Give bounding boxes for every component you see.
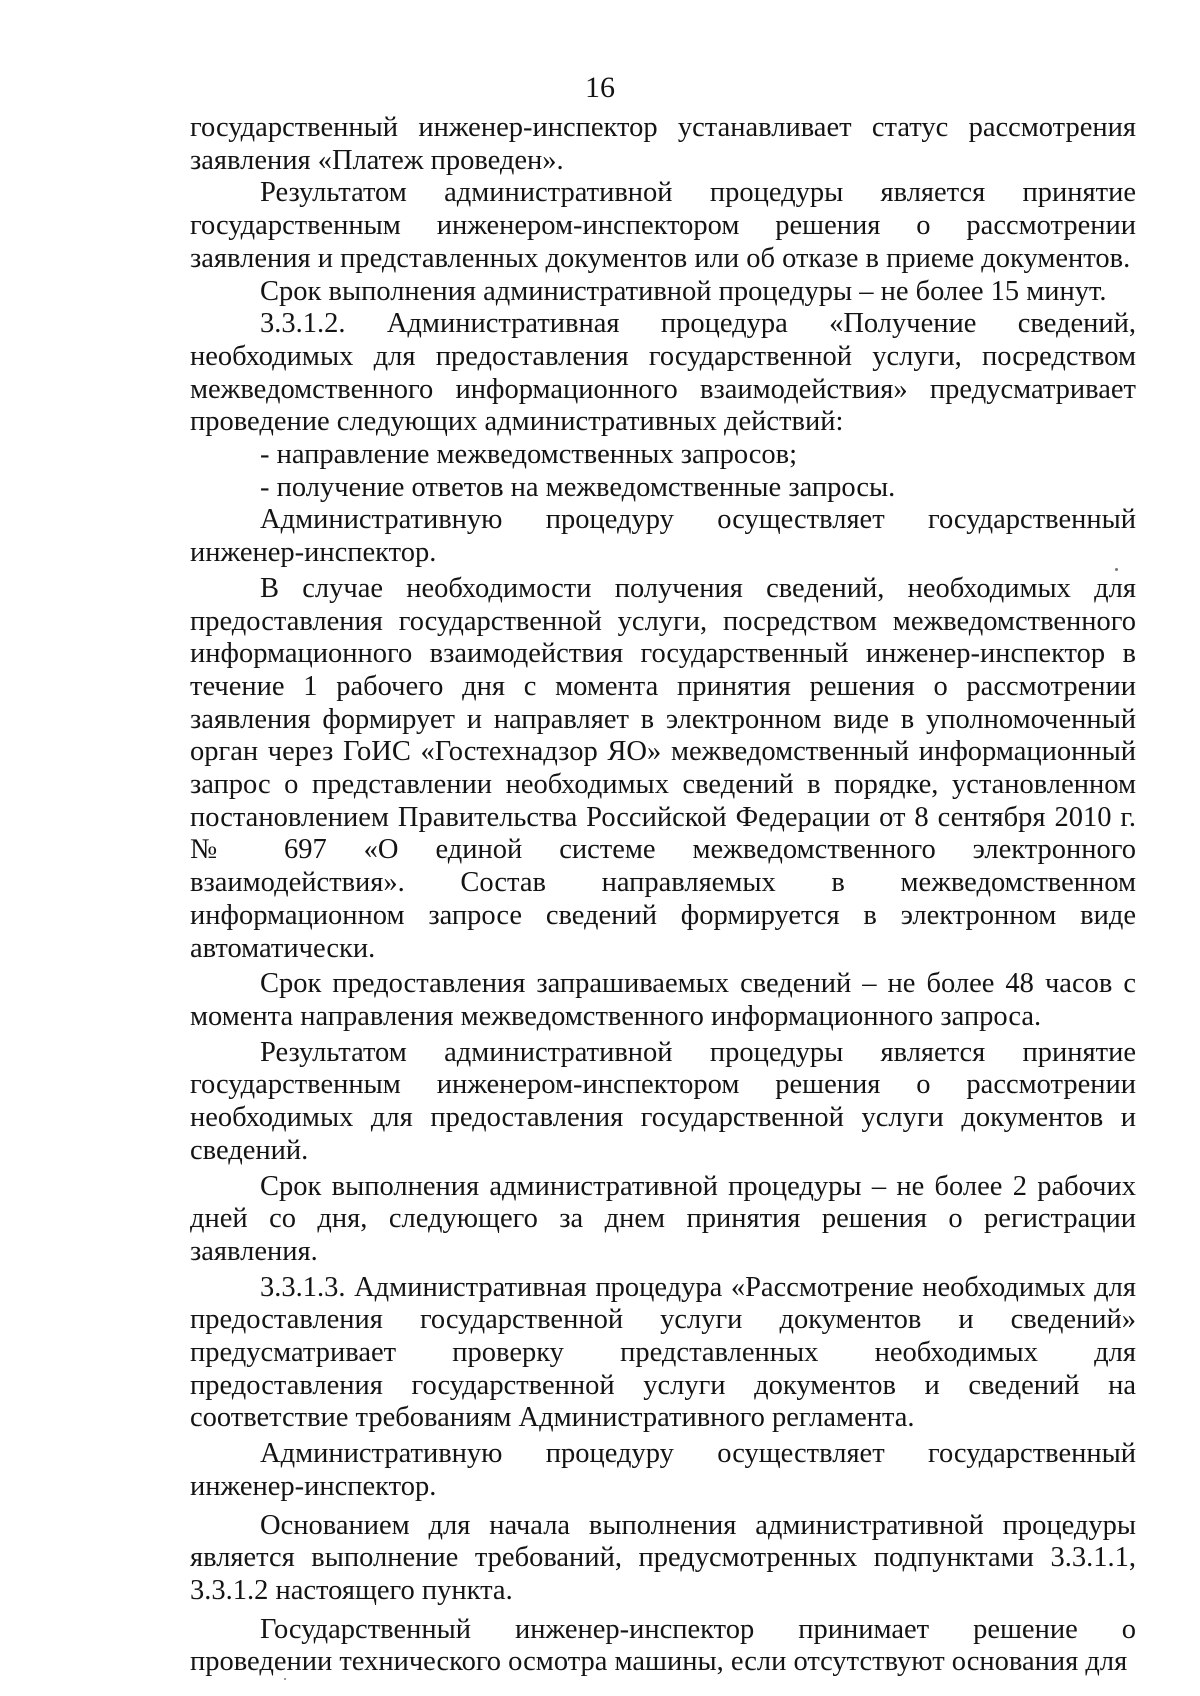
paragraph: Срок выполнения административной процедуры – не более 2 рабочих дней со дня, следующего за днем принятия решения о регистрации заявления. <box>190 1170 1136 1267</box>
list-item: - получение ответов на межведомственные запросы. <box>260 471 896 503</box>
paragraph: 3.3.1.2. Административная процедура «Получение сведений, необходимых для предоставления государственной услуги, посредством межведомственного информационного взаимодействия» предусматривает проведение следующих административных действий: <box>190 308 1136 438</box>
paragraph: Административную процедуру осуществляет государственный инженер-инспектор. <box>190 504 1136 569</box>
paragraph: Результатом административной процедуры является принятие государственным инженером-инспектором решения о рассмотрении необходимых для предоставления государственной услуги документов и сведений. <box>190 1036 1136 1166</box>
page-number: 16 <box>585 71 615 104</box>
paragraph: Результатом административной процедуры является принятие государственным инженером-инспектором решения о рассмотрении заявления и представленных документов или об отказе в приеме документов. <box>190 177 1136 274</box>
paragraph: Государственный инженер-инспектор принимает решение о проведении технического осмотра машины, если отсутствуют основания для <box>190 1613 1136 1678</box>
scan-speck <box>284 1678 286 1680</box>
paragraph: Срок выполнения административной процедуры – не более 15 минут. <box>260 275 1107 307</box>
paragraph: В случае необходимости получения сведений, необходимых для предоставления государственной услуги, посредством межведомственного информационного взаимодействия государственный инженер-инспектор в течение 1 рабочего дня с момента принятия решения о рассмотрении заявления формирует и направляет в электронном виде в уполномоченный орган через ГоИС «Гостехнадзор ЯО» межведомственный информационный запрос о представлении необходимых сведений в порядке, установленном постановлением Правительства Российской Федерации от 8 сентября 2010 г. № 697 «О единой системе межведомственного электронного взаимодействия». Состав направляемых в межведомственном информационном запросе сведений формируется в электронном виде автоматически. <box>190 572 1136 964</box>
body-text <box>190 112 1136 1679</box>
scan-speck <box>1115 568 1118 571</box>
paragraph: Срок предоставления запрашиваемых сведений – не более 48 часов с момента направления межведомственного информационного запроса. <box>190 968 1136 1032</box>
list-item: - направление межведомственных запросов; <box>260 439 798 471</box>
paragraph: 3.3.1.3. Административная процедура «Рассмотрение необходимых для предоставления государственной услуги документов и сведений» предусматривает проверку представленных необходимых для предоставления государственной услуги документов и сведений на соответствие требованиям Административного регламента. <box>190 1271 1136 1434</box>
paragraph: Административную процедуру осуществляет государственный инженер-инспектор. <box>190 1438 1136 1502</box>
paragraph: государственный инженер-инспектор устанавливает статус рассмотрения заявления «Платеж проведен». <box>190 112 1136 176</box>
paragraph: Основанием для начала выполнения административной процедуры является выполнение требований, предусмотренных подпунктами 3.3.1.1, 3.3.1.2 настоящего пункта. <box>190 1509 1136 1606</box>
